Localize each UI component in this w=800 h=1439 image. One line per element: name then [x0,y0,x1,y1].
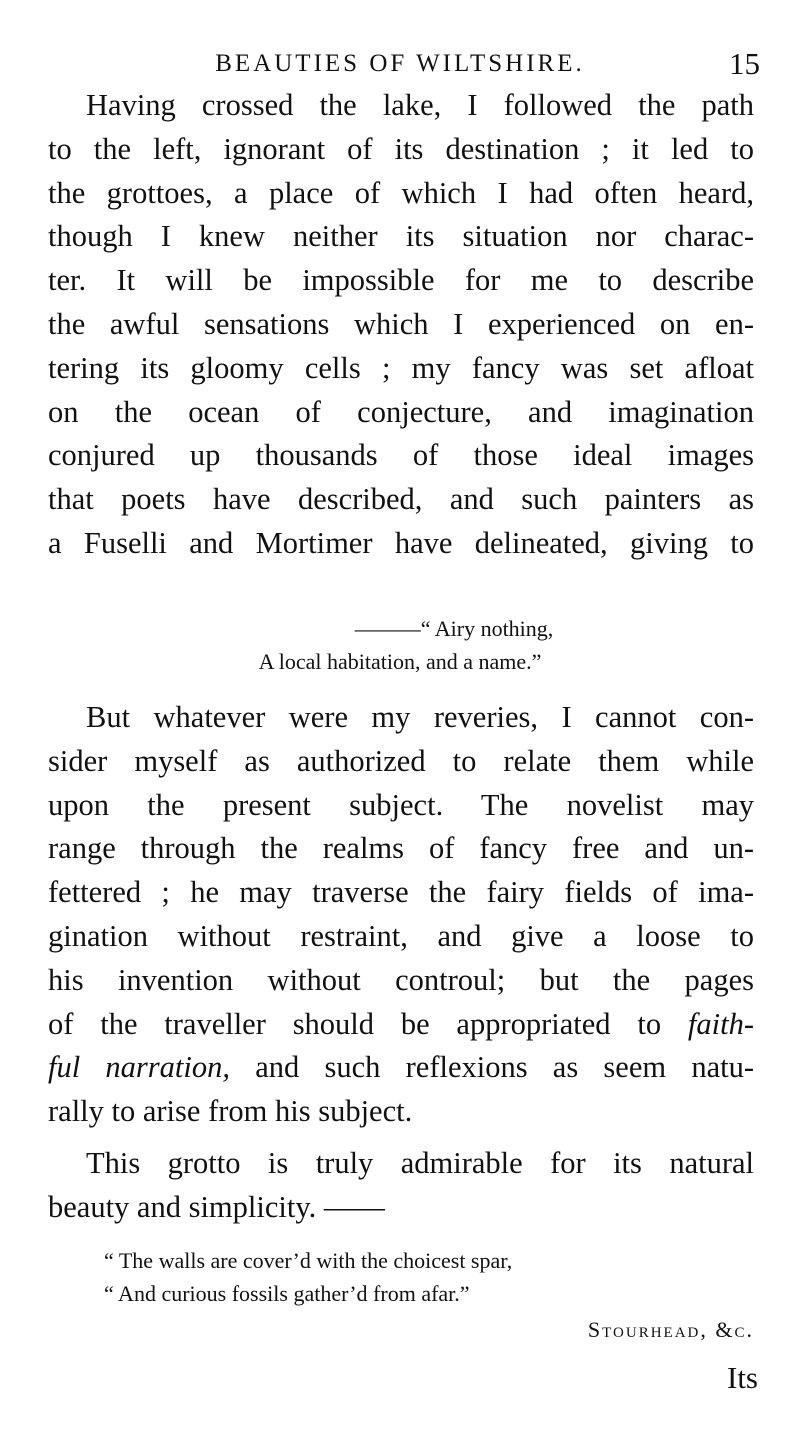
text-line: his invention without controul; but the pages [48,962,754,997]
text-line: tering its gloomy cells ; my fancy was set afloat [48,350,754,385]
text-line: that poets have described, and such painters as [48,482,754,517]
text-line: rally to arise from his subject. [48,1094,413,1129]
verse-quotation-1 [40,612,760,678]
quote-line: A local habitation, and a name.” [258,649,542,674]
quote-line: “ The walls are cover’d with the choicest spar, [104,1248,513,1273]
text-line: fettered ; he may traverse the fairy fields of ima- [48,875,754,910]
text-line [48,1003,754,1047]
text-line: the awful sensations which I experienced on en- [48,306,754,341]
text-line: ter. It will be impossible for me to describe [48,263,754,298]
text-line: the grottoes, a place of which I had often heard, [48,175,754,210]
paragraph-2 [48,696,754,1134]
text-run: and such reflexions as seem natu- [230,1050,754,1085]
catchword: Its [727,1360,758,1395]
running-head: BEAUTIES OF WILTSHIRE. [215,50,585,77]
text-line: a Fuselli and Mortimer have delineated, giving to [48,525,754,560]
text-line: upon the present subject. The novelist may [48,787,754,822]
text-line: Having crossed the lake, I followed the path [86,88,754,122]
text-line: range through the realms of fancy free and un- [48,831,754,866]
verse-quotation-2 [104,1244,754,1310]
quote-line: ———“ Airy nothing, [354,616,554,641]
italic-text: faith- [687,1006,754,1041]
text-line: to the left, ignorant of its destination ; it led to [48,131,754,166]
italic-text: ful narration, [48,1050,230,1085]
text-run: of the traveller should be appropriated to [48,1006,688,1041]
page-number: 15 [729,46,760,81]
paragraph-3 [48,1142,754,1230]
text-line: though I knew neither its situation nor charac- [48,219,754,254]
paragraph-1 [48,84,754,566]
text-line: But whatever were my reveries, I cannot con- [86,700,754,734]
text-line [48,1046,754,1090]
text-line: on the ocean of conjecture, and imagination [48,394,754,429]
text-line: gination without restraint, and give a loose to [48,918,754,953]
quote-line: “ And curious fossils gather’d from afar.” [104,1281,470,1306]
text-line: sider myself as authorized to relate them while [48,743,754,778]
text-line: conjured up thousands of those ideal images [48,438,754,473]
page-header [40,44,760,84]
text-line: beauty and simplicity. —— [48,1189,385,1224]
quote-attribution: Stourhead, &c. [587,1317,754,1342]
text-line: This grotto is truly admirable for its natural [86,1146,754,1180]
